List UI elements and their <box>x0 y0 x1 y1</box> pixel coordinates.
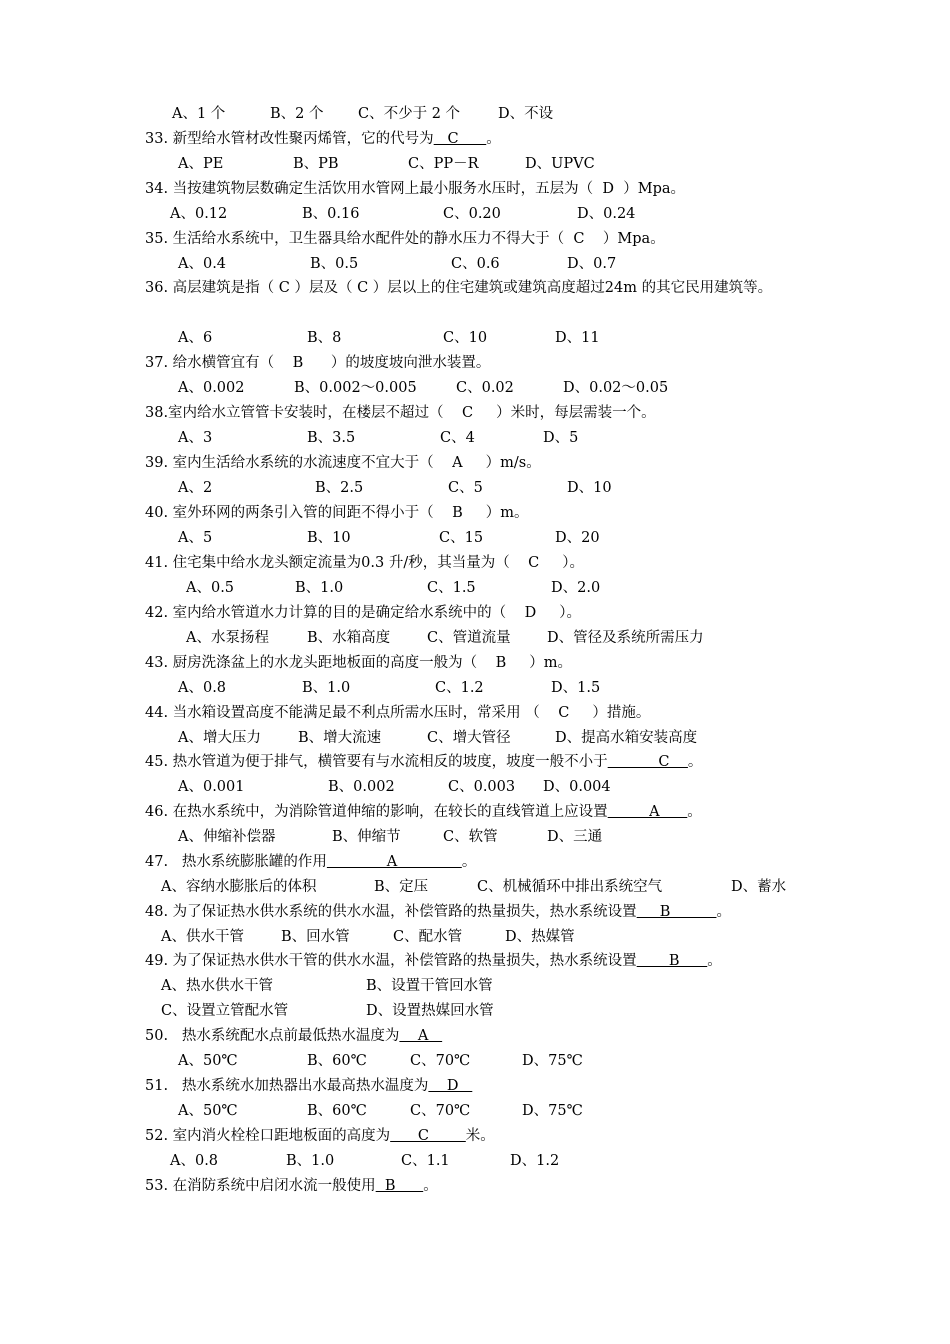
answer-option: D、11 <box>555 330 600 346</box>
question-text: 34. 当按建筑物层数确定生活饮用水管网上最小服务水压时，五层为（ D ）Mpa。 <box>145 181 686 197</box>
question-line <box>145 503 529 523</box>
answer-option: B、1.0 <box>302 680 351 696</box>
answer-option: A、0.5 <box>186 580 235 596</box>
answer-blank: B <box>636 953 708 969</box>
question-line <box>145 453 541 473</box>
answer-option: D、20 <box>555 530 600 546</box>
question-line <box>145 653 572 673</box>
answer-option: C、1.2 <box>435 680 484 696</box>
answer-option: A、0.8 <box>170 1153 219 1169</box>
question-text: 36. 高层建筑是指（ C ）层及（ C ）层以上的住宅建筑或建筑高度超过24m 的其它民用建筑等。 <box>145 280 773 296</box>
options-row <box>0 328 950 348</box>
options-row <box>0 154 950 174</box>
options-row <box>0 378 950 398</box>
answer-option: C、5 <box>448 480 483 496</box>
question-text: 48. 为了保证热水供水系统的供水水温，补偿管路的热量损失，热水系统设置 <box>145 904 637 920</box>
answer-option: A、2 <box>178 480 213 496</box>
answer-option: B、1.0 <box>286 1153 335 1169</box>
answer-option: B、2.5 <box>315 480 364 496</box>
answer-blank: C <box>433 131 487 147</box>
answer-option: D、UPVC <box>525 156 595 172</box>
answer-option: A、1 个 <box>172 106 226 122</box>
question-text: 43. 厨房洗涤盆上的水龙头距地板面的高度一般为（ B ）m。 <box>145 655 573 671</box>
answer-option: B、水箱高度 <box>307 630 391 646</box>
answer-blank: C <box>390 1128 466 1144</box>
answer-option: D、75℃ <box>522 1053 583 1069</box>
question-line <box>145 229 665 249</box>
answer-option: C、0.6 <box>451 256 500 272</box>
question-line <box>145 951 722 971</box>
question-line <box>145 1126 495 1146</box>
answer-option: B、10 <box>307 530 351 546</box>
answer-blank: A <box>607 804 688 820</box>
answer-option: B、60℃ <box>307 1103 367 1119</box>
answer-option: D、0.7 <box>567 256 617 272</box>
answer-option: D、1.5 <box>551 680 601 696</box>
answer-option: A、3 <box>178 430 213 446</box>
options-row <box>0 204 950 224</box>
answer-option: C、4 <box>440 430 475 446</box>
answer-option: B、设置干管回水管 <box>366 978 493 994</box>
answer-option: B、0.16 <box>302 206 360 222</box>
answer-option: D、不设 <box>498 106 554 122</box>
answer-blank: A <box>399 1028 443 1044</box>
question-text-end: 。 <box>707 953 722 969</box>
question-text: 46. 在热水系统中，为消除管道伸缩的影响，在较长的直线管道上应设置 <box>145 804 608 820</box>
answer-option: A、0.12 <box>170 206 228 222</box>
answer-option: D、0.004 <box>543 779 611 795</box>
question-text: 44. 当水箱设置高度不能满足最不利点所需水压时，常采用 （ C ）措施。 <box>145 705 651 721</box>
answer-option: D、2.0 <box>551 580 601 596</box>
answer-option: C、设置立管配水管 <box>161 1003 289 1019</box>
answer-option: B、2 个 <box>270 106 324 122</box>
question-line <box>145 1176 438 1196</box>
answer-option: D、提高水箱安装高度 <box>555 730 698 746</box>
answer-option: B、增大流速 <box>298 730 382 746</box>
question-text: 39. 室内生活给水系统的水流速度不宜大于（ A ）m/s。 <box>145 455 541 471</box>
question-text: 45. 热水管道为便于排气，横管要有与水流相反的坡度，坡度一般不小于 <box>145 754 608 770</box>
answer-option: B、60℃ <box>307 1053 367 1069</box>
question-text-end: 。 <box>423 1178 438 1194</box>
answer-blank: D <box>428 1078 473 1094</box>
answer-blank: B <box>375 1178 424 1194</box>
answer-blank: A <box>326 854 462 870</box>
answer-option: B、8 <box>307 330 342 346</box>
question-text: 53. 在消防系统中启闭水流一般使用 <box>145 1178 376 1194</box>
answer-option: D、蓄水 <box>731 879 787 895</box>
options-row <box>0 578 950 598</box>
question-text: 47. 热水系统膨胀罐的作用 <box>145 854 327 870</box>
question-line <box>145 553 584 573</box>
options-row <box>0 777 950 797</box>
options-row <box>0 1151 950 1171</box>
answer-option: C、0.02 <box>456 380 514 396</box>
answer-option: D、1.2 <box>510 1153 560 1169</box>
answer-option: C、1.1 <box>401 1153 450 1169</box>
question-line <box>145 1076 472 1096</box>
question-text-end: 。 <box>486 131 501 147</box>
question-line <box>145 852 476 872</box>
options-row <box>0 1051 950 1071</box>
options-row <box>0 678 950 698</box>
question-text: 49. 为了保证热水供水干管的供水水温，补偿管路的热量损失，热水系统设置 <box>145 953 637 969</box>
answer-option: B、1.0 <box>295 580 344 596</box>
options-row <box>0 976 950 996</box>
options-row <box>0 728 950 748</box>
answer-option: A、50℃ <box>178 1103 238 1119</box>
question-text: 41. 住宅集中给水龙头额定流量为0.3 升/秒，其当量为（ C ）。 <box>145 555 585 571</box>
answer-option: A、伸缩补偿器 <box>178 829 276 845</box>
question-line <box>145 129 501 149</box>
question-text-end: 。 <box>687 804 702 820</box>
question-text-end: 。 <box>687 754 703 770</box>
answer-option: C、增大管径 <box>427 730 511 746</box>
question-line <box>145 802 702 822</box>
answer-option: D、三通 <box>547 829 603 845</box>
answer-option: A、0.4 <box>178 256 227 272</box>
options-row <box>0 1101 950 1121</box>
answer-option: B、0.5 <box>310 256 359 272</box>
answer-option: D、0.02～0.05 <box>563 380 669 396</box>
question-line <box>145 1026 442 1046</box>
answer-option: C、0.003 <box>448 779 516 795</box>
answer-option: D、设置热媒回水管 <box>366 1003 494 1019</box>
answer-option: D、管径及系统所需压力 <box>547 630 704 646</box>
question-line <box>145 902 731 922</box>
answer-option: D、热媒管 <box>505 929 575 945</box>
question-text: 33. 新型给水管材改性聚丙烯管，它的代号为 <box>145 131 434 147</box>
answer-option: D、0.24 <box>577 206 636 222</box>
answer-option: A、水泵扬程 <box>186 630 269 646</box>
options-row <box>0 254 950 274</box>
answer-option: A、50℃ <box>178 1053 238 1069</box>
question-line <box>145 603 581 623</box>
answer-option: D、75℃ <box>522 1103 583 1119</box>
answer-option: C、管道流量 <box>427 630 511 646</box>
answer-option: B、PB <box>293 156 339 172</box>
question-line <box>145 752 702 772</box>
question-text: 37. 给水横管宜有（ B ）的坡度坡向泄水装置。 <box>145 355 491 371</box>
answer-option: A、0.8 <box>178 680 227 696</box>
answer-option: D、10 <box>567 480 612 496</box>
answer-option: C、10 <box>443 330 488 346</box>
question-text: 51. 热水系统水加热器出水最高热水温度为 <box>145 1078 429 1094</box>
options-row <box>0 628 950 648</box>
options-row <box>0 1001 950 1021</box>
question-line <box>145 403 656 423</box>
question-text-end: 米。 <box>465 1128 495 1144</box>
question-text: 52. 室内消火栓栓口距地板面的高度为 <box>145 1128 391 1144</box>
answer-option: A、6 <box>178 330 213 346</box>
answer-option: A、5 <box>178 530 213 546</box>
question-line <box>145 703 650 723</box>
question-text: 50. 热水系统配水点前最低热水温度为 <box>145 1028 400 1044</box>
answer-option: C、70℃ <box>410 1053 471 1069</box>
answer-option: A、增大压力 <box>178 730 261 746</box>
answer-option: A、容纳水膨胀后的体积 <box>161 879 317 895</box>
question-text-end: 。 <box>716 904 731 920</box>
options-row <box>0 877 950 897</box>
options-row <box>0 478 950 498</box>
answer-option: A、热水供水干管 <box>161 978 273 994</box>
answer-option: B、定压 <box>374 879 429 895</box>
options-row <box>0 827 950 847</box>
answer-blank: B <box>636 904 717 920</box>
answer-blank: C <box>607 754 688 770</box>
answer-option: B、3.5 <box>307 430 356 446</box>
answer-option: C、不少于 2 个 <box>358 106 461 122</box>
answer-option: C、软管 <box>443 829 498 845</box>
question-text-end: 。 <box>461 854 477 870</box>
answer-option: C、配水管 <box>393 929 463 945</box>
answer-option: A、PE <box>178 156 224 172</box>
options-row <box>0 428 950 448</box>
answer-option: C、机械循环中排出系统空气 <box>477 879 663 895</box>
question-line <box>145 353 490 373</box>
answer-option: B、伸缩节 <box>332 829 401 845</box>
answer-option: C、PP－R <box>408 156 479 172</box>
question-text: 35. 生活给水系统中，卫生器具给水配件处的静水压力不得大于（ C ）Mpa。 <box>145 231 665 247</box>
question-text: 40. 室外环网的两条引入管的间距不得小于（ B ）m。 <box>145 505 529 521</box>
answer-option: C、70℃ <box>410 1103 471 1119</box>
answer-option: C、0.20 <box>443 206 501 222</box>
answer-option: B、回水管 <box>281 929 350 945</box>
question-line <box>145 179 685 199</box>
options-row <box>0 927 950 947</box>
question-text: 42. 室内给水管道水力计算的目的是确定给水系统中的（ D ）。 <box>145 605 582 621</box>
question-line <box>145 276 815 301</box>
answer-option: A、供水干管 <box>161 929 244 945</box>
answer-option: B、0.002 <box>328 779 395 795</box>
question-text: 38.室内给水立管管卡安装时，在楼层不超过（ C ）米时，每层需装一个。 <box>145 405 656 421</box>
options-row <box>0 528 950 548</box>
answer-option: D、5 <box>543 430 579 446</box>
answer-option: B、0.002～0.005 <box>294 380 417 396</box>
options-row <box>0 104 950 124</box>
answer-option: A、0.002 <box>178 380 245 396</box>
answer-option: C、1.5 <box>427 580 476 596</box>
answer-option: A、0.001 <box>178 779 245 795</box>
answer-option: C、15 <box>439 530 484 546</box>
